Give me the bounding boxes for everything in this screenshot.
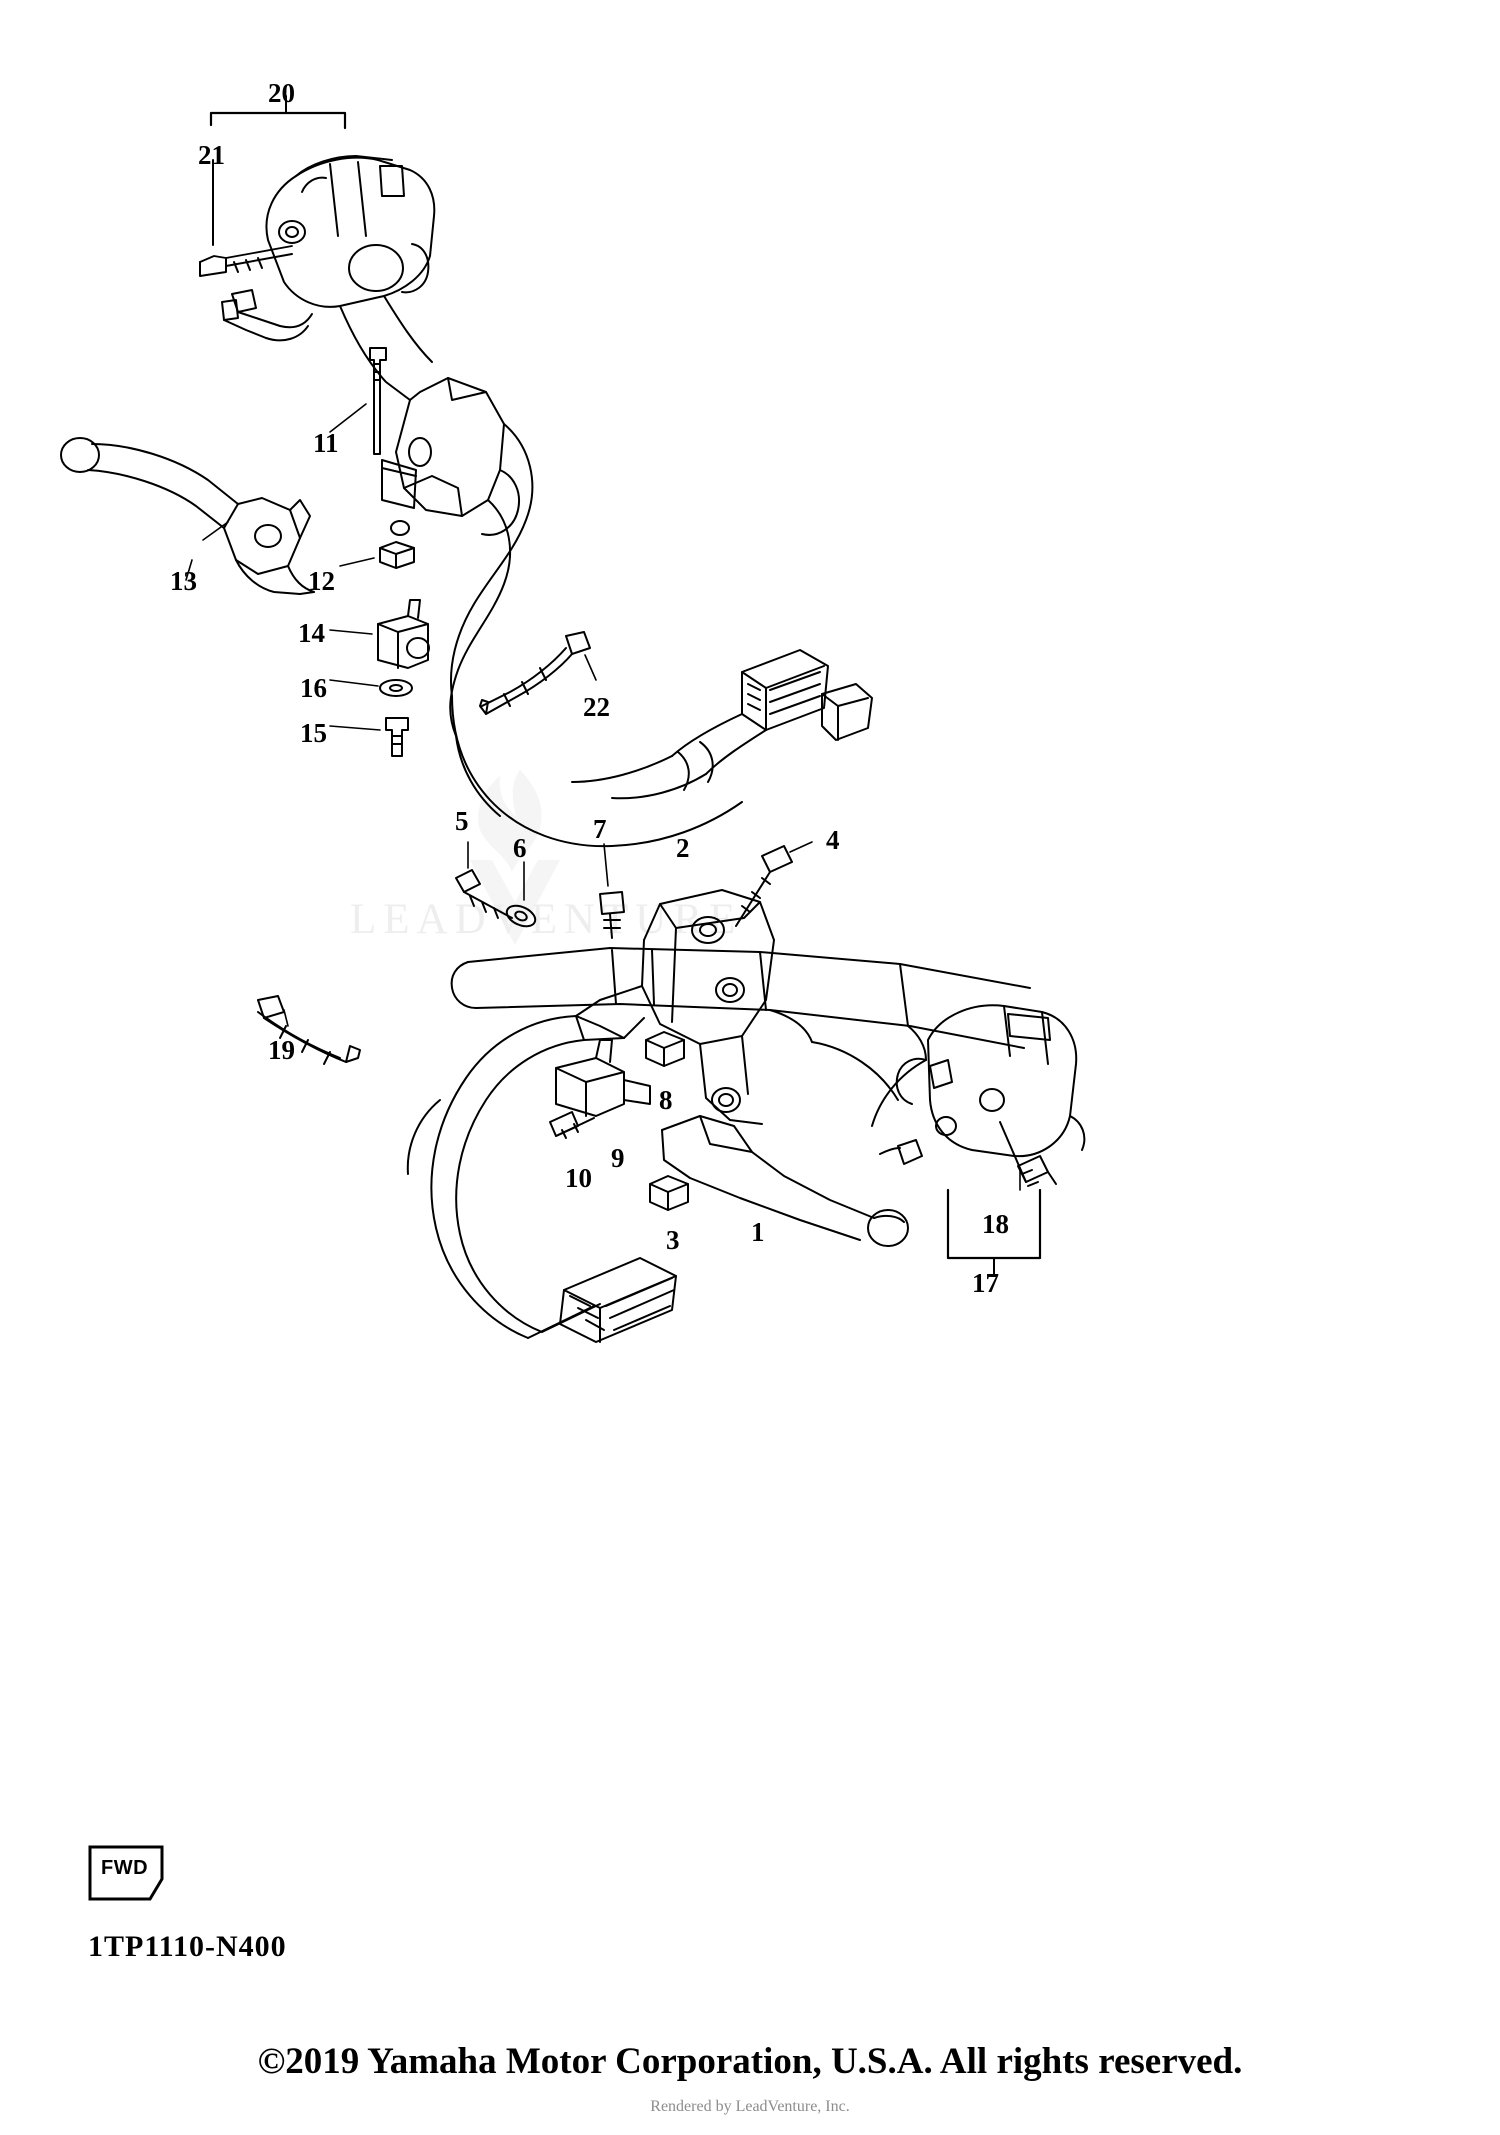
callout-15: 15 (300, 718, 327, 748)
callout-6: 6 (513, 833, 527, 863)
callout-17: 17 (972, 1268, 999, 1298)
rendered-by-notice: Rendered by LeadVenture, Inc. (650, 2098, 850, 2115)
callout-7: 7 (593, 814, 607, 844)
copyright-notice: ©2019 Yamaha Motor Corporation, U.S.A. All rights reserved. (257, 2041, 1243, 2082)
callout-20: 20 (268, 78, 295, 108)
callout-12: 12 (308, 566, 335, 596)
callout-2: 2 (676, 833, 690, 863)
fwd-label: FWD (101, 1857, 149, 1879)
callout-1: 1 (751, 1217, 765, 1247)
callout-18: 18 (982, 1209, 1009, 1239)
callout-14: 14 (298, 618, 325, 648)
callout-21: 21 (198, 140, 225, 170)
callout-3: 3 (666, 1225, 680, 1255)
part-number-code: 1TP1110-N400 (88, 1930, 287, 1963)
callout-4: 4 (826, 825, 840, 855)
callout-16: 16 (300, 673, 327, 703)
callout-19: 19 (268, 1035, 295, 1065)
callout-22: 22 (583, 692, 610, 722)
callout-9: 9 (611, 1143, 625, 1173)
callout-8: 8 (659, 1085, 673, 1115)
fwd-badge (88, 1845, 164, 1901)
callout-11: 11 (313, 428, 339, 458)
callout-13: 13 (170, 566, 197, 596)
callout-10: 10 (565, 1163, 592, 1193)
callout-5: 5 (455, 806, 469, 836)
watermark-text: LEADVENTURE (350, 896, 743, 943)
